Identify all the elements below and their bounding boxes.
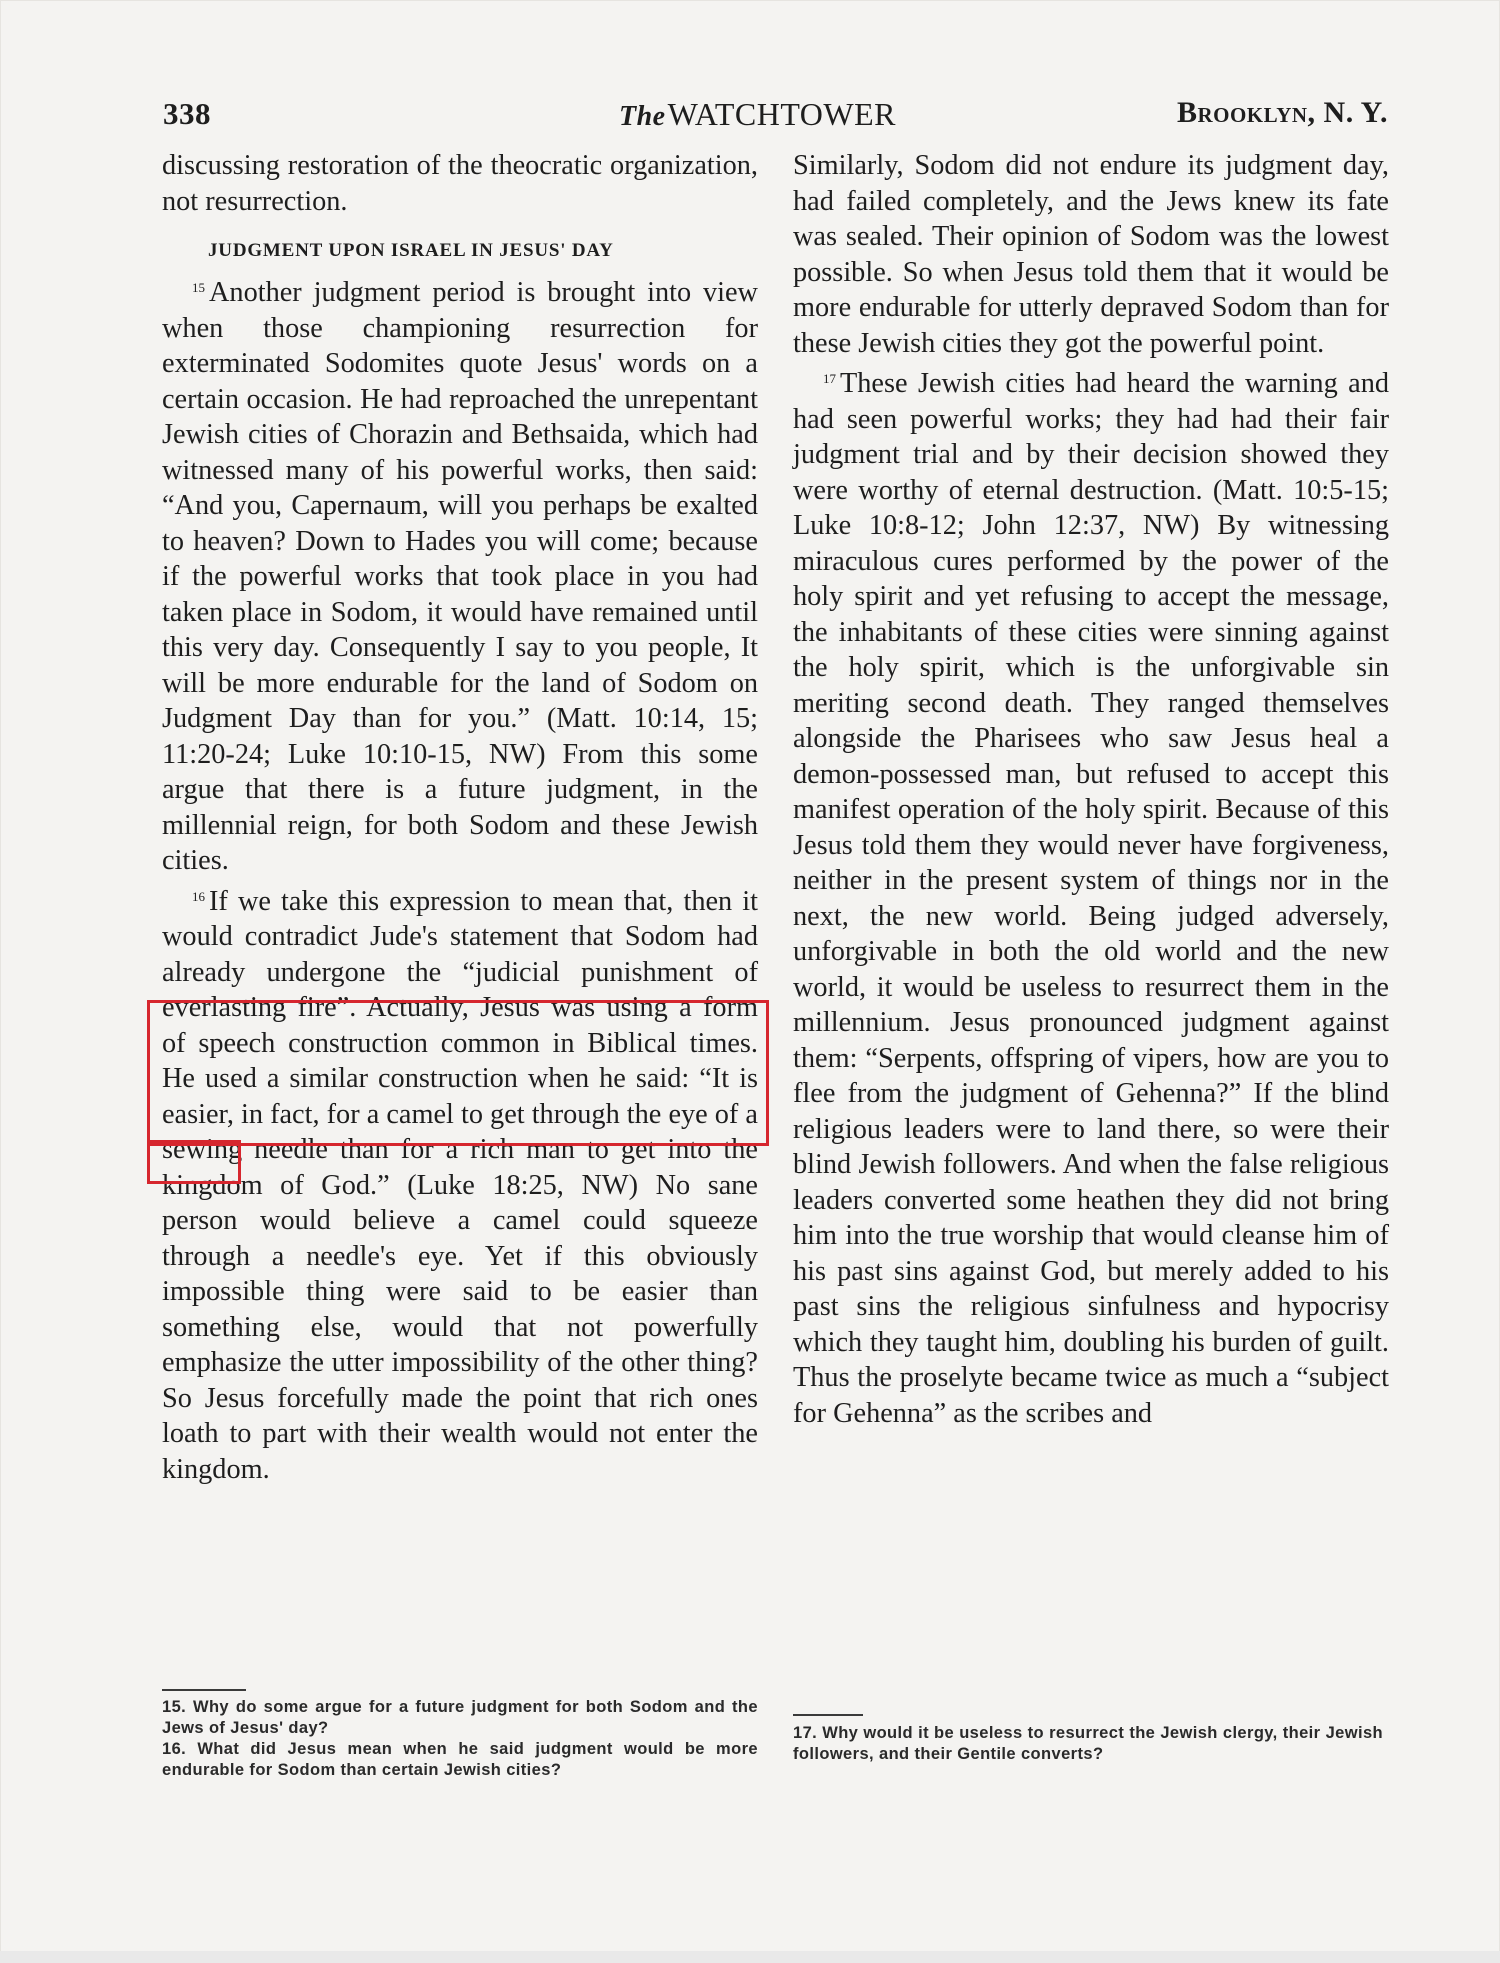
- footnote-question-15: 15. Why do some argue for a future judgment for both Sodom and the Jews of Jesus' day?: [162, 1698, 758, 1737]
- paragraph-16-text: Actually, Jesus was using a form of speech construction common in Biblical times. He used a similar construction when he said: “It is easier, in fact, for a camel to get through the eye of a sewing needle than for a rich man to get into the kingdom of God.” (Luke 18:25, NW) No sane person would believe a camel could squeeze through a needle's eye. Yet if this obviously impossible thing were said to be easier than something else, would that not powerfully emphasize the utter impossibility of the other thing? So Jesus forcefully made the point that rich ones loath to part with their wealth would not enter the kingdom.: [162, 992, 758, 1485]
- magazine-title-main: WATCHTOWER: [667, 96, 896, 132]
- magazine-title: [619, 96, 896, 133]
- paragraph-16-highlighted-text: If we take this expression to mean that, then it would contradict Jude's statement that Sodom had already undergone the “judicial punishment of everlasting fire”.: [162, 885, 758, 1023]
- continuation-paragraph: Similarly, Sodom did not endure its judgment day, had failed completely, and the Jews knew its fate was sealed. Their opinion of Sodom was the lowest possible. So when Jesus told them that it would be more endurable for utterly depraved Sodom than for these Jewish cities they got the powerful point.: [793, 150, 1389, 359]
- paragraph-number-16: 16: [192, 888, 205, 904]
- footnote-rule-left: [162, 1689, 246, 1691]
- footnote-rule-right: [793, 1714, 863, 1716]
- footnote-question-16: 16. What did Jesus mean when he said judgment would be more endurable for Sodom than certain Jewish cities?: [162, 1740, 758, 1779]
- scan-bottom-edge: [0, 1951, 1500, 1963]
- section-heading: JUDGMENT UPON ISRAEL IN JESUS' DAY: [208, 240, 614, 261]
- paragraph-number-17: 17: [823, 371, 836, 386]
- paragraph-16: [162, 879, 758, 1488]
- paragraph-15: [162, 270, 758, 879]
- right-column: [793, 148, 1389, 1431]
- header-location: Brooklyn, N. Y.: [1176, 96, 1388, 129]
- footnotes-right: [793, 1723, 1383, 1765]
- paragraph-17: [793, 361, 1389, 1431]
- page-header: [163, 96, 1388, 136]
- paragraph-number-15: 15: [192, 280, 205, 295]
- intro-paragraph: discussing restoration of the theocratic organization, not resurrection.: [162, 150, 758, 217]
- paragraph-15-text: Another judgment period is brought into view when those championing resurrection for exterminated Sodomites quote Jesus' words on a certain occasion. He had reproached the unrepentant Jewish cities of Chorazin and Bethsaida, which had witnessed many of his powerful works, then said: “And you, Capernaum, will you perhaps be exalted to heaven? Down to Hades you will come; because if the powerful works that took place in you had taken place in Sodom, it would have remained until this very day. Consequently I say to you people, It will be more endurable for the land of Sodom on Judgment Day than for you.” (Matt. 10:14, 15; 11:20-24; Luke 10:10-15, NW) From this some argue that there is a future judgment, in the millennial reign, for both Sodom and these Jewish cities.: [162, 277, 758, 876]
- footnote-question-17: 17. Why would it be useless to resurrect the Jewish clergy, their Jewish followers, and their Gentile converts?: [793, 1724, 1383, 1763]
- left-column: [162, 148, 758, 1487]
- footnotes-left: [162, 1697, 758, 1781]
- page-number: 338: [163, 96, 211, 131]
- paragraph-17-text: These Jewish cities had heard the warning and had seen powerful works; they had had their fair judgment trial and by their decision showed they were worthy of eternal destruction. (Matt. 10:5-15; Luke 10:8-12; John 12:37, NW) By witnessing miraculous cures performed by the power of the holy spirit and yet refusing to accept the message, the inhabitants of these cities were sinning against the holy spirit, which is the unforgivable sin meriting second death. They ranged themselves alongside the Pharisees who saw Jesus heal a demon-possessed man, but refused to accept this manifest operation of the holy spirit. Because of this Jesus told them they would never have forgiveness, neither in the present system of things nor in the next, the new world. Being judged adversely, unforgivable in both the old world and the new world, it would be useless to resurrect them in the millennium. Jesus pronounced judgment against them: “Serpents, offspring of vipers, how are you to flee from the judgment of Gehenna?” If the blind religious leaders were to land there, so were their blind Jewish followers. And when the false religious leaders converted some heathen they did not bring him into the true worship that would cleanse him of his past sins against God, but merely added to his past sins the religious sinfulness and hypocrisy which they taught him, doubling his burden of guilt. Thus the proselyte became twice as much a “subject for Gehenna” as the scribes and: [793, 368, 1389, 1429]
- magazine-title-prefix: The: [619, 101, 666, 132]
